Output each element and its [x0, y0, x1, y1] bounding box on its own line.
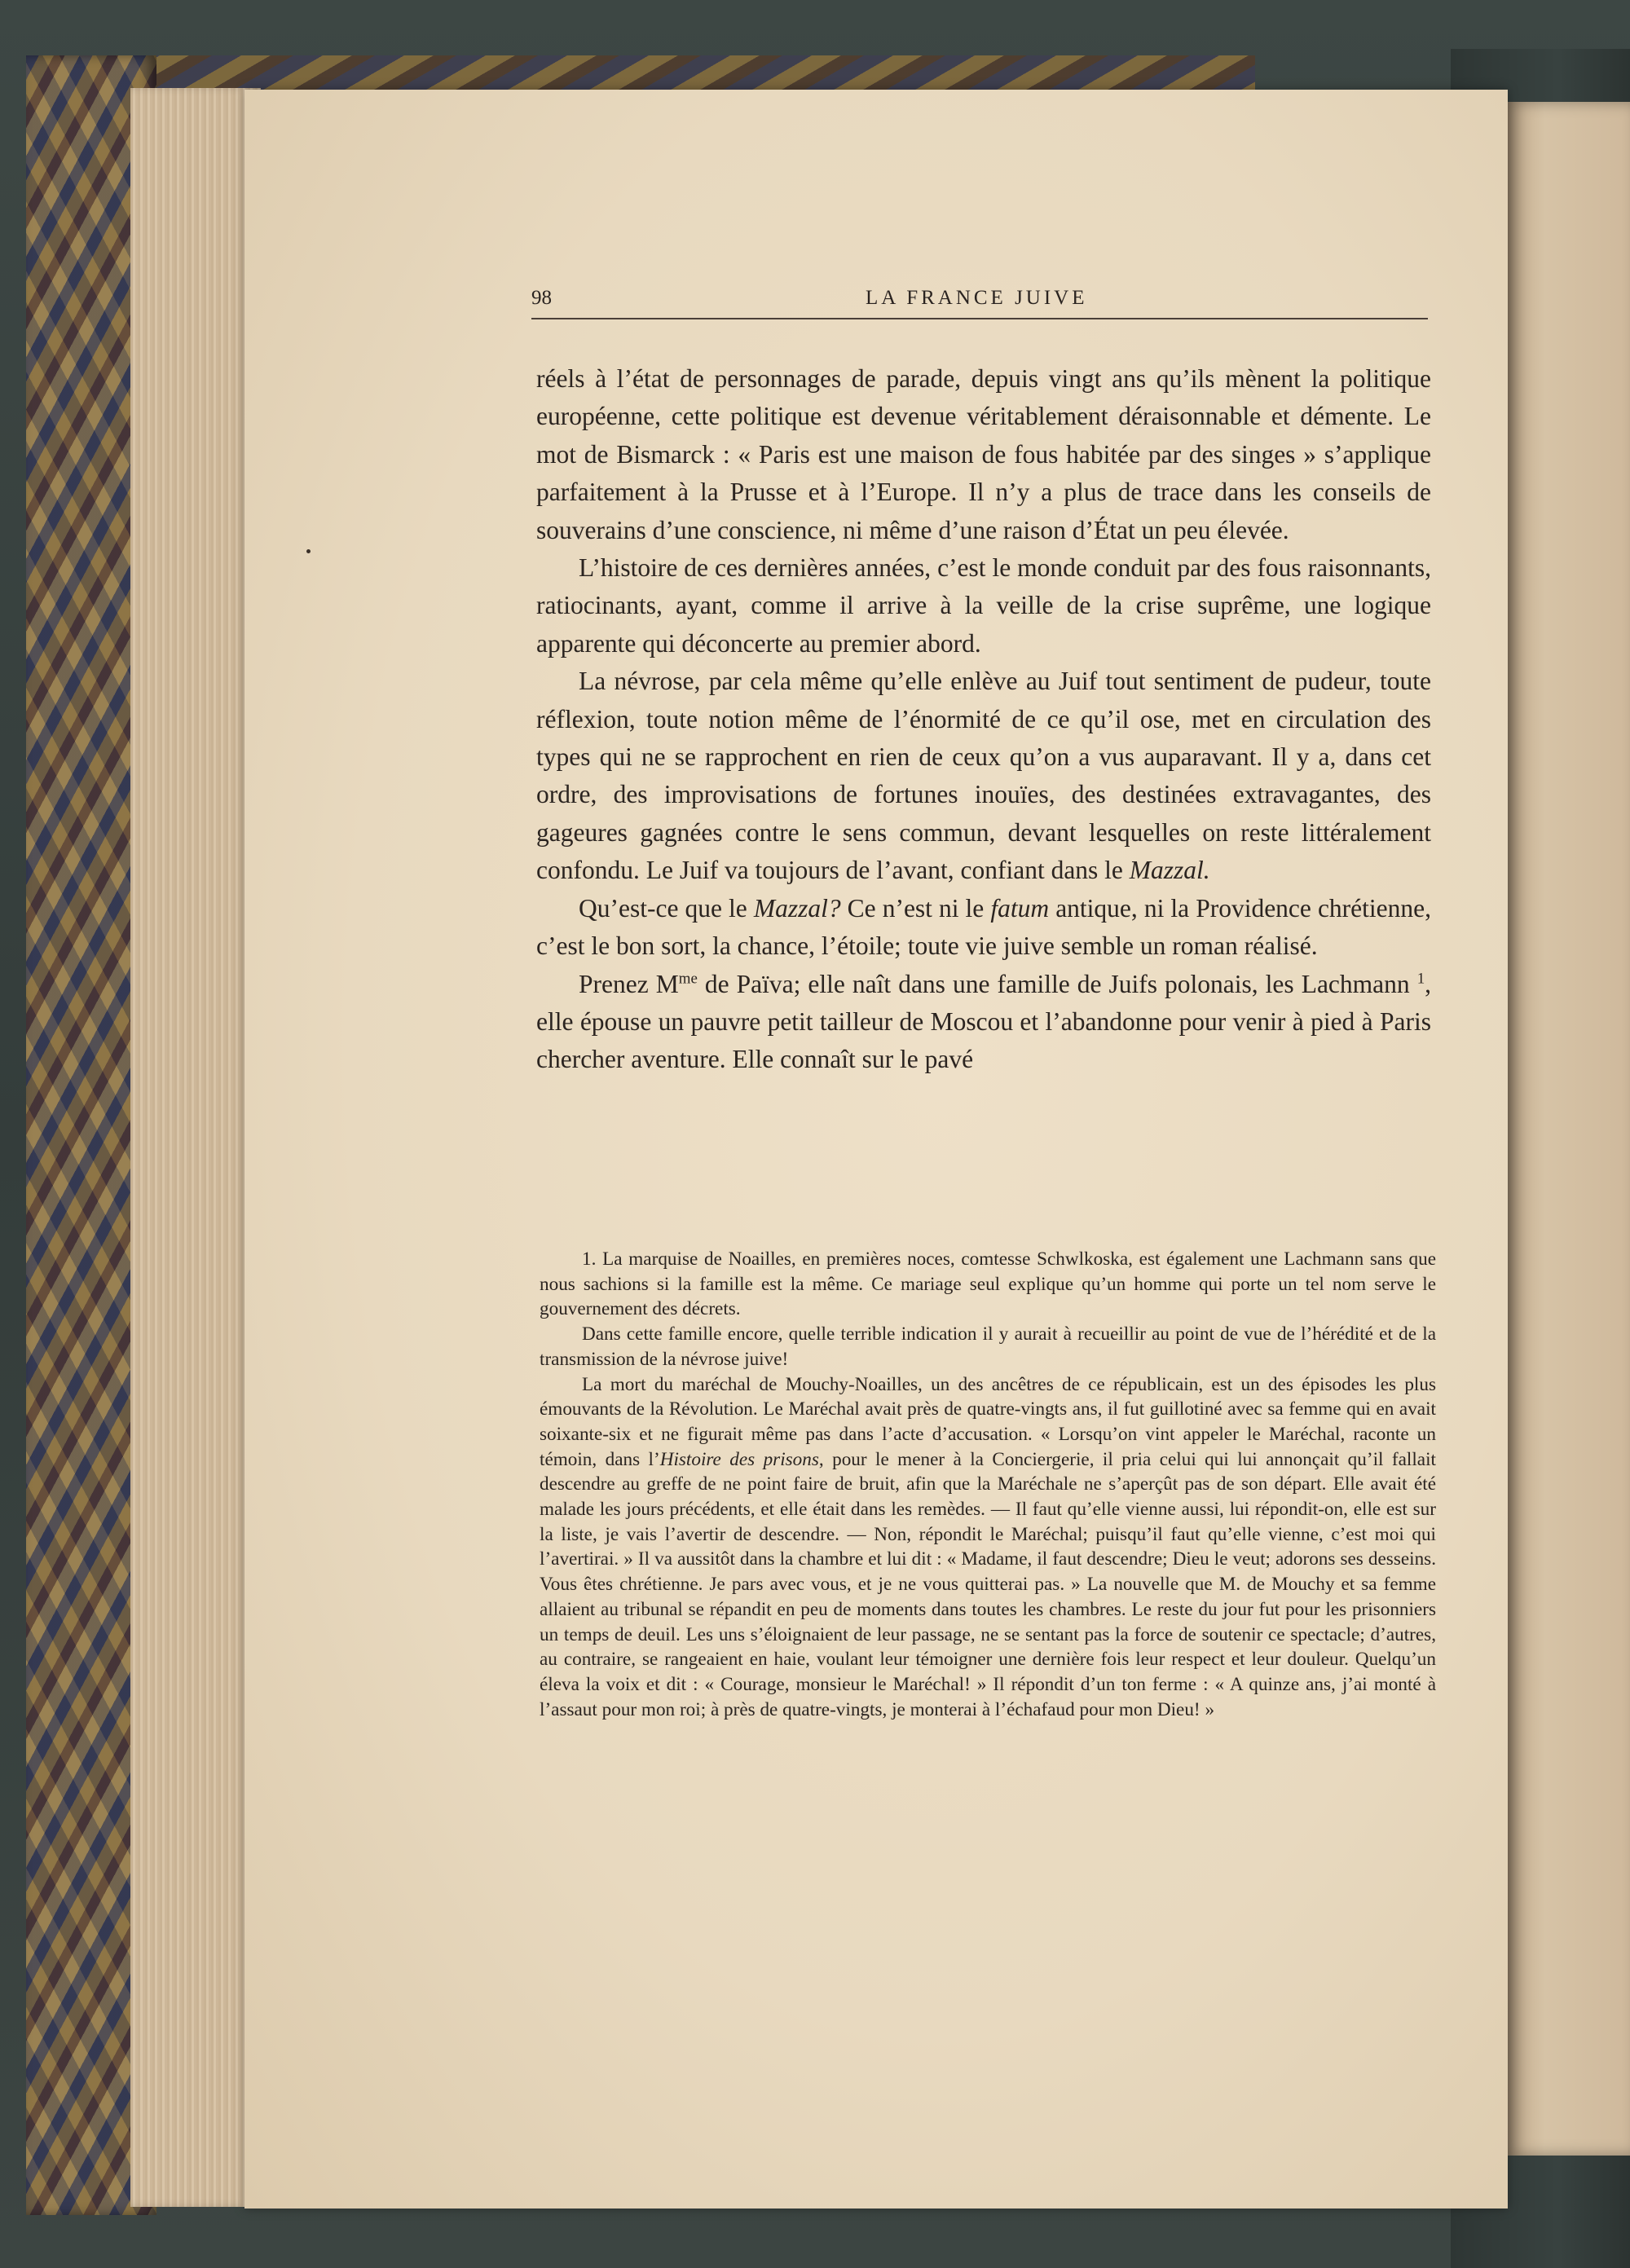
superscript: me [678, 970, 698, 987]
footnote [540, 1322, 1436, 1372]
footnote-text: , pour le mener à la Conciergerie, il pria celui qui lui annonçait qu’il fallait descendre au greffe de ne point faire de bruit, afin que la Maréchale ne s’aperçût pas de son départ. Elle avait été malade les jours précédents, et elle était dans les remèdes. — Il faut qu’elle vienne aussi, lui répondit-on, elle est sur la liste, je vais l’avertir de descendre. — Non, répondit le Maréchal; puisqu’il faut qu’elle vienne, c’est moi qui l’avertirai. » Il va aussitôt dans la chambre et lui dit : « Madame, il faut descendre; Dieu le veut; adorons ses desseins. Vous êtes chrétienne. Je pars avec vous, et je ne vous quitterai pas. » La nouvelle que M. de Mouchy et sa femme allaient au tribunal se répandit en peu de moments dans toutes les chambres. Le reste du jour fut pour les prisonniers un temps de deuil. Les uns s’éloignaient de leur passage, ne se sentant pas la force de soutenir ce spectacle; d’autres, au contraire, se rangeaient en haie, voulant leur témoigner une dernière fois leur respect et leur douleur. Quelqu’un éleva la voix et dit : « Courage, monsieur le Maréchal! » Il répondit d’un ton ferme : « A quinze ans, j’ai monté à l’assaut pour mon roi; à près de quatre-vingts, je monterai à l’échafaud pour mon Dieu! » [540, 1448, 1436, 1720]
paragraph-text: réels à l’état de personnages de parade, depuis vingt ans qu’ils mènent la politique européenne, cette politique est devenue véritablement déraisonnable et démente. Le mot de Bismarck : « Paris est une maison de fous habitée par des singes » s’applique parfaitement à la Prusse et à l’Europe. Il n’y a plus de trace dans les conseils de souverains d’une conscience, ni même d’une raison d’État un peu élevée. [536, 364, 1431, 544]
italic-term: Mazzal. [1129, 856, 1210, 885]
facing-page-edge [1508, 102, 1630, 2156]
paragraph [536, 549, 1431, 663]
page-number: 98 [531, 287, 552, 309]
main-text [536, 360, 1431, 1079]
footnote-text: Dans cette famille encore, quelle terrible indication il y aurait à recueillir au point de vue de l’hérédité et de la transmission de la névrose juive! [540, 1323, 1436, 1370]
page-block-edge [130, 88, 261, 2207]
italic-title: Histoire des prisons [659, 1448, 819, 1470]
paragraph-text: La névrose, par cela même qu’elle enlève au Juif tout sentiment de pudeur, toute réflexion, toute notion même de l’énormité de ce qu’il ose, met en circulation des types qui ne se rapprochent en rien de ceux qu’on a vus auparavant. Il y a, dans cet ordre, des improvisations de fortunes inouïes, des destinées extravagantes, des gageures gagnées contre le sens commun, devant lesquelles on reste littéralement confondu. Le Juif va toujours de l’avant, confiant dans le [536, 667, 1431, 885]
paragraph-text: Ce n’est ni le [847, 893, 985, 923]
footnote-marker: 1 [1416, 970, 1425, 987]
paragraph [536, 360, 1431, 549]
paragraph-text: de Païva; elle naît dans une famille de Juifs polonais, les Lachmann [704, 969, 1410, 998]
italic-term: fatum [990, 893, 1050, 923]
paragraph-text: antique, ni la Providence chrétienne, c’est le bon sort, la chance, l’étoile; toute vie juive semble un roman réalisé. [536, 893, 1431, 961]
header-rule [531, 318, 1428, 319]
paragraph-text: L’histoire de ces dernières années, c’est le monde conduit par des fous raisonnants, ratiocinants, ayant, comme il arrive à la veille de la crise suprême, une logique apparente qui déconcerte au premier abord. [536, 553, 1431, 658]
italic-term: Mazzal? [753, 893, 841, 923]
paragraph-text: , elle épouse un pauvre petit tailleur de Moscou et l’abandonne pour venir à pied à Paris chercher aventure. Elle connaît sur le pavé [536, 969, 1432, 1074]
footnote [540, 1247, 1436, 1322]
footnote-text: La mort du maréchal de Mouchy-Noailles, un des ancêtres de ce républicain, est un des épisodes les plus émouvants de la Révolution. Le Maréchal avait près de quatre-vingts ans, il fut guillotiné avec sa femme qui en avait soixante-six et ne figurait même pas dans l’acte d’accusation. « Lorsqu’on vint appeler le Maréchal, raconte un témoin, dans l’ [540, 1373, 1436, 1470]
footnotes [540, 1247, 1436, 1722]
footnote [540, 1372, 1436, 1723]
footnote-text: 1. La marquise de Noailles, en premières noces, comtesse Schwlkoska, est également une Lachmann sans que nous sachions si la famille est la même. Ce mariage seul explique qu’un homme qui porte un tel nom serve le gouvernement des décrets. [540, 1249, 1436, 1320]
ink-speck [306, 549, 311, 553]
paragraph-text: Prenez M [579, 969, 679, 998]
paragraph [536, 890, 1431, 966]
running-title: LA FRANCE JUIVE [866, 287, 1088, 309]
paragraph-text: Qu’est-ce que le [579, 893, 747, 923]
paragraph [536, 663, 1431, 889]
paragraph [536, 966, 1431, 1079]
